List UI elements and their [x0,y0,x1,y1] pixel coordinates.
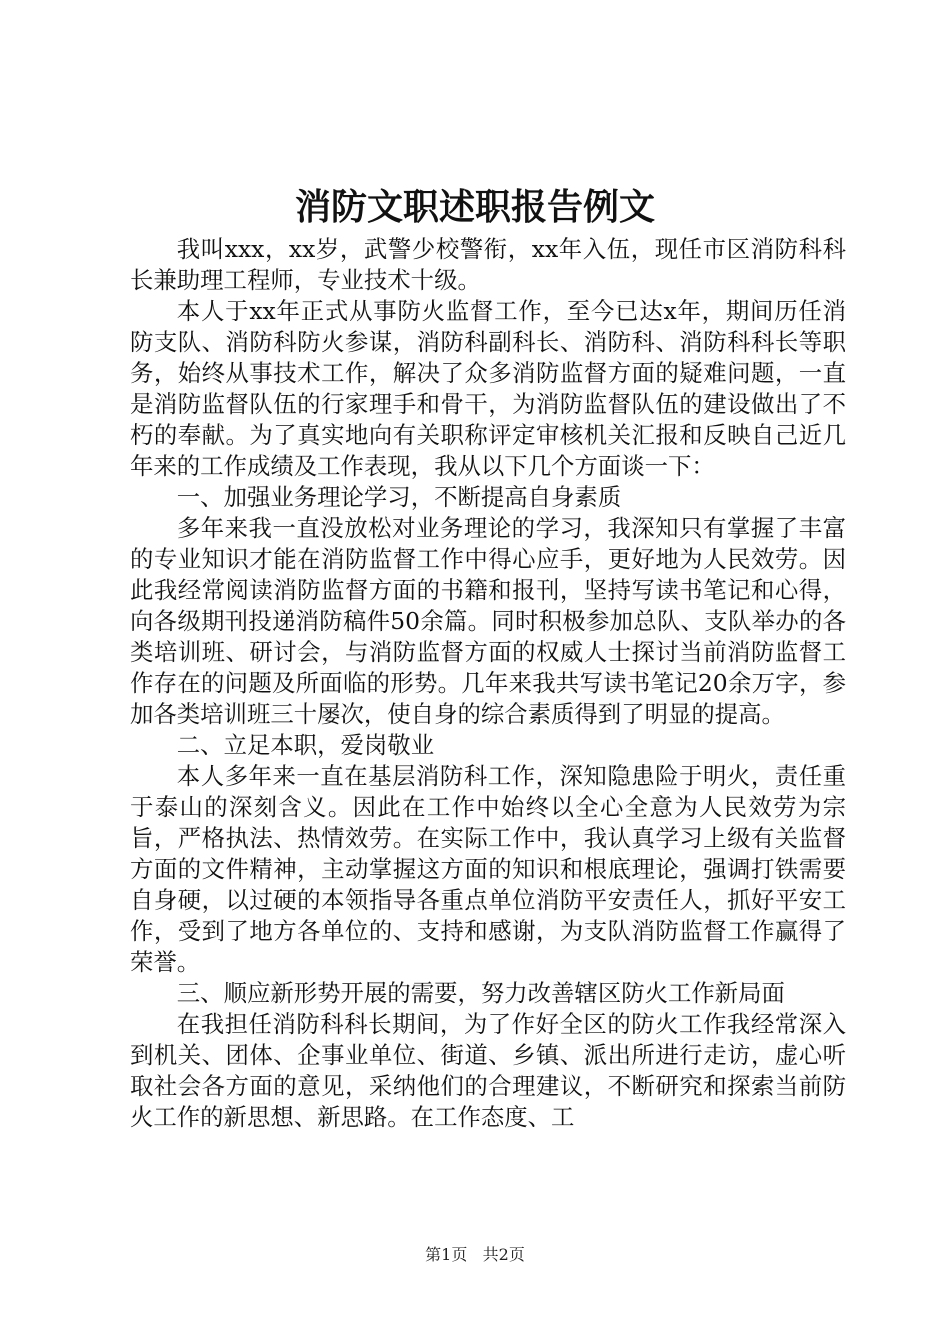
document-title: 消防文职述职报告例文 [294,186,655,228]
paragraph-intro: 我叫xxx，xx岁，武警少校警衔，xx年入伍，现任市区消防科科长兼助理工程师，专业技术十级。 [130,235,846,294]
page-total: 共2页 [482,1245,525,1264]
section-heading-1: 一、加强业务理论学习，不断提高自身素质 [176,483,622,511]
page-number: 第1页 [425,1245,468,1264]
page-footer [0,1243,950,1267]
paragraph-career: 本人于xx年正式从事防火监督工作，至今已达x年，期间历任消防支队、消防科防火参谋，消防科副科长、消防科、消防科科长等职务，始终从事技术工作，解决了众多消防监督方面的疑难问题，一直是消防监督队伍的行家理手和骨干，为消防监督队伍的建设做出了不朽的奉献。为了真实地向有关职称评定审核机关汇报和反映自己近几年来的工作成绩及工作表现，我从以下几个方面谈一下： [130,297,846,480]
paragraph-study: 多年来我一直没放松对业务理论的学习，我深知只有掌握了丰富的专业知识才能在消防监督工作中得心应手，更好地为人民效劳。因此我经常阅读消防监督方面的书籍和报刊，坚持写读书笔记和心得，向各级期刊投递消防稿件50余篇。同时积极参加总队、支队举办的各类培训班、研讨会，与消防监督方面的权威人士探讨当前消防监督工作存在的问题及所面临的形势。几年来我共写读书笔记20余万字，参加各类培训班三十屡次，使自身的综合素质得到了明显的提高。 [130,514,846,728]
document-body [130,234,846,1133]
paragraph-duty: 本人多年来一直在基层消防科工作，深知隐患险于明火，责任重于泰山的深刻含义。因此在工作中始终以全心全意为人民效劳为宗旨，严格执法、热情效劳。在实际工作中，我认真学习上级有关监督方面的文件精神，主动掌握这方面的知识和根底理论，强调打铁需要自身硬，以过硬的本领指导各重点单位消防平安责任人，抓好平安工作，受到了地方各单位的、支持和感谢，为支队消防监督工作赢得了荣誉。 [130,762,846,976]
section-heading-2: 二、立足本职，爱岗敬业 [176,731,435,759]
section-heading-3: 三、顺应新形势开展的需要，努力改善辖区防火工作新局面 [176,979,785,1007]
paragraph-outreach: 在我担任消防科科长期间，为了作好全区的防火工作我经常深入到机关、团体、企事业单位、街道、乡镇、派出所进行走访，虚心听取社会各方面的意见，采纳他们的合理建议，不断研究和探索当前防火工作的新思想、新思路。在工作态度、工 [130,1010,846,1131]
